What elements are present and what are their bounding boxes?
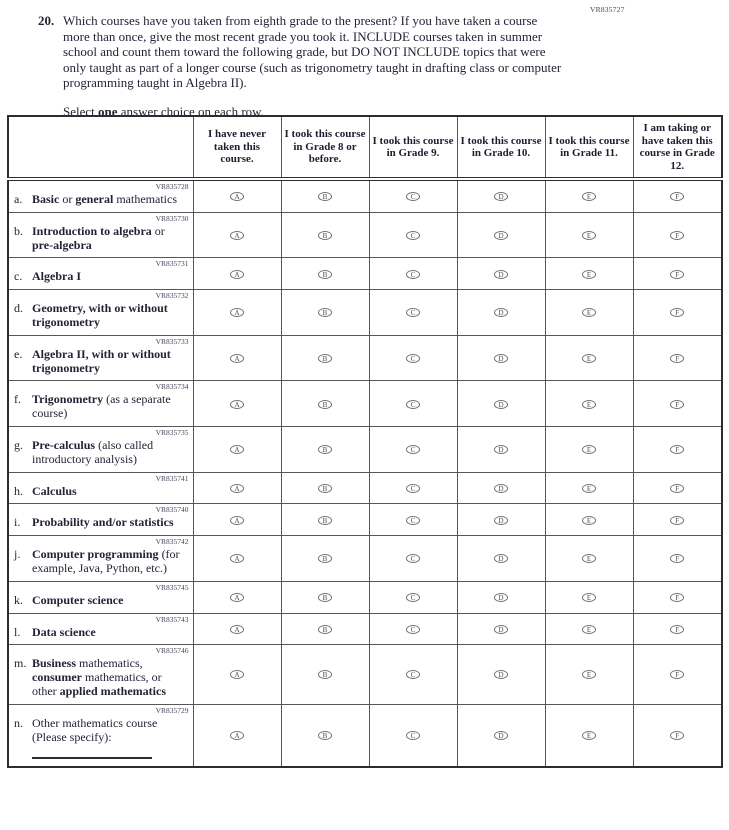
answer-bubble-b[interactable]: B bbox=[318, 400, 332, 409]
answer-bubble-e[interactable]: E bbox=[582, 484, 596, 493]
row-label-segment: Business bbox=[32, 656, 77, 671]
row-label-segment: Data science bbox=[32, 624, 96, 639]
answer-cell bbox=[281, 426, 369, 472]
row-letter: k. bbox=[14, 592, 23, 607]
answer-cell bbox=[633, 426, 722, 472]
answer-cell bbox=[545, 613, 633, 645]
answer-bubble-d[interactable]: D bbox=[494, 484, 508, 493]
answer-cell bbox=[545, 335, 633, 381]
answer-bubble-e[interactable]: E bbox=[582, 400, 596, 409]
instruction-post: answer choice on each row. bbox=[117, 103, 264, 119]
answer-cell bbox=[545, 212, 633, 258]
answer-cell bbox=[193, 426, 281, 472]
answer-cell bbox=[457, 536, 545, 582]
column-header: I took this course in Grade 11. bbox=[545, 116, 633, 179]
answer-cell bbox=[633, 613, 722, 645]
table-row bbox=[8, 212, 722, 258]
row-label-segment: general bbox=[75, 192, 114, 206]
row-label-cell bbox=[8, 179, 193, 212]
answer-cell bbox=[457, 258, 545, 290]
row-code: VR835746 bbox=[155, 646, 189, 656]
row-letter: e. bbox=[14, 346, 23, 361]
row-code: VR835741 bbox=[155, 473, 189, 483]
answer-bubble-e[interactable]: E bbox=[582, 593, 596, 602]
header-row bbox=[8, 116, 722, 179]
row-code: VR835730 bbox=[155, 213, 189, 223]
answer-cell bbox=[457, 504, 545, 536]
answer-bubble-a[interactable]: A bbox=[230, 445, 244, 454]
answer-bubble-c[interactable]: C bbox=[406, 731, 420, 740]
row-code: VR835732 bbox=[155, 291, 189, 301]
answer-cell bbox=[281, 645, 369, 704]
row-label-segment: Geometry, with or without trigonometry bbox=[32, 301, 168, 329]
row-label bbox=[32, 485, 189, 499]
answer-bubble-a[interactable]: A bbox=[230, 270, 244, 279]
row-letter: f. bbox=[14, 392, 21, 407]
answer-bubble-d[interactable]: D bbox=[494, 231, 508, 240]
answer-bubble-f[interactable]: F bbox=[670, 670, 684, 679]
table-row bbox=[8, 335, 722, 381]
answer-bubble-a[interactable]: A bbox=[230, 484, 244, 493]
answer-bubble-e[interactable]: E bbox=[582, 270, 596, 279]
table-row bbox=[8, 536, 722, 582]
answer-cell bbox=[545, 704, 633, 767]
answer-bubble-f[interactable]: F bbox=[670, 445, 684, 454]
answer-bubble-f[interactable]: F bbox=[670, 625, 684, 634]
row-label bbox=[32, 270, 189, 284]
answer-cell bbox=[545, 381, 633, 427]
row-label-segment: Other mathematics course (Please specify): bbox=[32, 715, 158, 744]
answer-cell bbox=[281, 335, 369, 381]
row-letter: n. bbox=[14, 715, 23, 730]
answer-cell bbox=[545, 504, 633, 536]
answer-bubble-c[interactable]: C bbox=[406, 400, 420, 409]
row-label-segment: Introduction to algebra bbox=[32, 223, 152, 238]
answer-cell bbox=[193, 335, 281, 381]
answer-bubble-c[interactable]: C bbox=[406, 670, 420, 679]
answer-bubble-c[interactable]: C bbox=[406, 231, 420, 240]
table-row bbox=[8, 645, 722, 704]
answer-bubble-c[interactable]: C bbox=[406, 445, 420, 454]
column-header: I have never taken this course. bbox=[193, 116, 281, 179]
row-label-segment: Calculus bbox=[32, 483, 77, 498]
answer-bubble-f[interactable]: F bbox=[670, 554, 684, 563]
answer-bubble-a[interactable]: A bbox=[230, 593, 244, 602]
answer-bubble-a[interactable]: A bbox=[230, 731, 244, 740]
answer-cell bbox=[281, 536, 369, 582]
row-code: VR835734 bbox=[155, 382, 189, 392]
corner-cell bbox=[8, 116, 193, 179]
answer-bubble-f[interactable]: F bbox=[670, 516, 684, 525]
answer-bubble-e[interactable]: E bbox=[582, 231, 596, 240]
answer-cell bbox=[193, 613, 281, 645]
row-letter: a. bbox=[14, 192, 23, 206]
row-label bbox=[32, 393, 189, 421]
answer-cell bbox=[545, 581, 633, 613]
answer-cell bbox=[633, 581, 722, 613]
answer-cell bbox=[633, 335, 722, 381]
row-label-segment: Algebra II, with or without trigonometry bbox=[32, 346, 171, 375]
answer-cell bbox=[633, 381, 722, 427]
row-label-segment: Basic bbox=[32, 192, 60, 206]
row-code: VR835742 bbox=[155, 537, 189, 547]
answer-cell bbox=[457, 426, 545, 472]
table-row bbox=[8, 504, 722, 536]
row-code: VR835731 bbox=[155, 259, 189, 269]
answer-cell bbox=[281, 179, 369, 212]
answer-bubble-d[interactable]: D bbox=[494, 731, 508, 740]
answer-bubble-e[interactable]: E bbox=[582, 354, 596, 363]
answer-cell bbox=[457, 381, 545, 427]
answer-bubble-a[interactable]: A bbox=[230, 625, 244, 634]
row-label-cell bbox=[8, 472, 193, 504]
answer-cell bbox=[193, 472, 281, 504]
answer-bubble-d[interactable]: D bbox=[494, 354, 508, 363]
answer-bubble-b[interactable]: B bbox=[318, 445, 332, 454]
answer-cell bbox=[281, 290, 369, 336]
answer-cell bbox=[633, 645, 722, 704]
answer-cell bbox=[457, 335, 545, 381]
answer-bubble-f[interactable]: F bbox=[670, 593, 684, 602]
grid-header bbox=[8, 116, 722, 179]
row-label-segment: mathematics, bbox=[76, 656, 143, 671]
answer-cell bbox=[281, 381, 369, 427]
question-block bbox=[38, 13, 578, 120]
row-letter: m. bbox=[14, 656, 27, 671]
answer-cell bbox=[193, 536, 281, 582]
answer-cell bbox=[633, 704, 722, 767]
answer-cell bbox=[369, 381, 457, 427]
question-text-block bbox=[63, 13, 565, 120]
row-label-segment: Computer programming bbox=[32, 547, 159, 562]
row-label bbox=[32, 657, 189, 698]
answer-cell bbox=[545, 179, 633, 212]
answer-cell bbox=[457, 290, 545, 336]
answer-bubble-d[interactable]: D bbox=[494, 400, 508, 409]
answer-cell bbox=[545, 290, 633, 336]
answer-cell bbox=[193, 381, 281, 427]
answer-bubble-b[interactable]: B bbox=[318, 308, 332, 317]
answer-cell bbox=[545, 426, 633, 472]
row-label bbox=[32, 193, 189, 207]
answer-bubble-f[interactable]: F bbox=[670, 400, 684, 409]
answer-cell bbox=[193, 645, 281, 704]
row-label-segment: or bbox=[59, 192, 76, 206]
row-label bbox=[32, 717, 189, 745]
row-letter: c. bbox=[14, 269, 23, 284]
answer-bubble-a[interactable]: A bbox=[230, 308, 244, 317]
row-letter: l. bbox=[14, 624, 21, 639]
answer-cell bbox=[281, 258, 369, 290]
answer-bubble-b[interactable]: B bbox=[318, 625, 332, 634]
answer-bubble-a[interactable]: A bbox=[230, 554, 244, 563]
answer-bubble-b[interactable]: B bbox=[318, 554, 332, 563]
row-label bbox=[32, 439, 189, 467]
row-label bbox=[32, 348, 189, 376]
answer-cell bbox=[633, 472, 722, 504]
answer-cell bbox=[193, 258, 281, 290]
answer-bubble-c[interactable]: C bbox=[406, 516, 420, 525]
answer-cell bbox=[193, 704, 281, 767]
answer-bubble-c[interactable]: C bbox=[406, 192, 420, 201]
row-label bbox=[32, 225, 189, 253]
answer-cell bbox=[457, 212, 545, 258]
row-letter: i. bbox=[14, 515, 21, 530]
answer-cell bbox=[633, 290, 722, 336]
answer-bubble-a[interactable]: A bbox=[230, 516, 244, 525]
answer-cell bbox=[457, 179, 545, 212]
answer-cell bbox=[281, 212, 369, 258]
row-code: VR835729 bbox=[155, 705, 189, 715]
answer-bubble-b[interactable]: B bbox=[318, 231, 332, 240]
row-label-cell bbox=[8, 258, 193, 290]
answer-bubble-e[interactable]: E bbox=[582, 625, 596, 634]
question-number: 20. bbox=[38, 13, 55, 28]
table-row bbox=[8, 179, 722, 212]
answer-cell bbox=[545, 536, 633, 582]
answer-cell bbox=[281, 613, 369, 645]
answer-cell bbox=[457, 613, 545, 645]
row-label bbox=[32, 594, 189, 608]
specify-write-in-line[interactable] bbox=[32, 757, 152, 759]
answer-cell bbox=[369, 290, 457, 336]
table-row bbox=[8, 258, 722, 290]
row-letter: h. bbox=[14, 483, 23, 498]
row-label-segment: Computer science bbox=[32, 592, 124, 607]
answer-bubble-f[interactable]: F bbox=[670, 192, 684, 201]
row-label-cell bbox=[8, 426, 193, 472]
row-label-cell bbox=[8, 335, 193, 381]
answer-bubble-c[interactable]: C bbox=[406, 484, 420, 493]
answer-bubble-e[interactable]: E bbox=[582, 308, 596, 317]
answer-cell bbox=[545, 472, 633, 504]
row-letter: b. bbox=[14, 223, 23, 238]
answer-cell bbox=[369, 179, 457, 212]
answer-cell bbox=[633, 536, 722, 582]
answer-cell bbox=[369, 645, 457, 704]
answer-cell bbox=[369, 613, 457, 645]
answer-bubble-c[interactable]: C bbox=[406, 308, 420, 317]
answer-bubble-e[interactable]: E bbox=[582, 516, 596, 525]
answer-cell bbox=[633, 258, 722, 290]
answer-bubble-f[interactable]: F bbox=[670, 308, 684, 317]
row-label-segment: (as a separate course) bbox=[32, 392, 171, 421]
table-row bbox=[8, 290, 722, 336]
answer-cell bbox=[369, 704, 457, 767]
answer-bubble-b[interactable]: B bbox=[318, 192, 332, 201]
answer-cell bbox=[369, 581, 457, 613]
row-label-cell bbox=[8, 504, 193, 536]
answer-bubble-e[interactable]: E bbox=[582, 192, 596, 201]
answer-bubble-f[interactable]: F bbox=[670, 354, 684, 363]
answer-cell bbox=[281, 504, 369, 536]
answer-bubble-b[interactable]: B bbox=[318, 516, 332, 525]
row-label-segment: consumer bbox=[32, 670, 82, 685]
answer-bubble-f[interactable]: F bbox=[670, 484, 684, 493]
row-label-segment: applied mathematics bbox=[59, 683, 166, 698]
column-header: I took this course in Grade 9. bbox=[369, 116, 457, 179]
course-grid-table bbox=[7, 115, 723, 768]
answer-bubble-d[interactable]: D bbox=[494, 445, 508, 454]
form-code: VR835727 bbox=[590, 5, 625, 14]
row-label-segment: mathematics, or other bbox=[32, 670, 162, 698]
answer-bubble-b[interactable]: B bbox=[318, 354, 332, 363]
table-row bbox=[8, 613, 722, 645]
answer-cell bbox=[281, 472, 369, 504]
answer-cell bbox=[369, 212, 457, 258]
row-label-segment: mathematics bbox=[113, 192, 177, 206]
answer-bubble-a[interactable]: A bbox=[230, 670, 244, 679]
answer-bubble-e[interactable]: E bbox=[582, 554, 596, 563]
answer-bubble-a[interactable]: A bbox=[230, 192, 244, 201]
question-text: Which courses have you taken from eighth grade to the present? If you have taken a course more than once, give the most recent grade you took it. INCLUDE courses taken in summer school and count them toward the following grade, but DO NOT INCLUDE topics that were only taught as part of a longer course (such as trigonometry taught in drafting class or computer programming taught in Algebra II). bbox=[63, 13, 562, 91]
row-label-segment: Probability and/or statistics bbox=[32, 515, 174, 530]
answer-cell bbox=[369, 258, 457, 290]
row-code: VR835728 bbox=[155, 182, 189, 191]
answer-cell bbox=[545, 258, 633, 290]
answer-bubble-d[interactable]: D bbox=[494, 308, 508, 317]
answer-bubble-d[interactable]: D bbox=[494, 554, 508, 563]
row-label bbox=[32, 516, 189, 530]
table-row bbox=[8, 581, 722, 613]
column-header: I am taking or have taken this course in Grade 12. bbox=[633, 116, 722, 179]
answer-cell bbox=[193, 179, 281, 212]
row-label-segment: pre-algebra bbox=[32, 237, 92, 252]
grid-body bbox=[8, 179, 722, 767]
row-label-cell bbox=[8, 536, 193, 582]
row-label-segment: (also called introductory analysis) bbox=[32, 437, 154, 466]
row-label-segment: Trigonometry bbox=[32, 392, 104, 407]
row-letter: d. bbox=[14, 301, 23, 316]
answer-bubble-b[interactable]: B bbox=[318, 484, 332, 493]
row-label-segment: (for example, Java, Python, etc.) bbox=[32, 547, 180, 575]
row-label-segment: Algebra I bbox=[32, 269, 81, 284]
answer-cell bbox=[369, 426, 457, 472]
row-label-cell bbox=[8, 581, 193, 613]
row-label bbox=[32, 626, 189, 640]
answer-bubble-c[interactable]: C bbox=[406, 270, 420, 279]
answer-bubble-e[interactable]: E bbox=[582, 731, 596, 740]
answer-cell bbox=[545, 645, 633, 704]
answer-bubble-a[interactable]: A bbox=[230, 231, 244, 240]
row-code: VR835740 bbox=[155, 505, 189, 515]
answer-bubble-b[interactable]: B bbox=[318, 670, 332, 679]
answer-cell bbox=[369, 536, 457, 582]
answer-cell bbox=[633, 212, 722, 258]
row-label-segment: or bbox=[151, 223, 165, 238]
answer-cell bbox=[457, 645, 545, 704]
answer-bubble-c[interactable]: C bbox=[406, 354, 420, 363]
instruction-pre: Select bbox=[63, 103, 99, 119]
answer-bubble-d[interactable]: D bbox=[494, 516, 508, 525]
answer-cell bbox=[193, 212, 281, 258]
row-code: VR835743 bbox=[155, 614, 189, 624]
instruction-bold: one bbox=[98, 103, 118, 119]
answer-bubble-a[interactable]: A bbox=[230, 400, 244, 409]
answer-bubble-f[interactable]: F bbox=[670, 270, 684, 279]
answer-cell bbox=[369, 504, 457, 536]
row-label-cell bbox=[8, 290, 193, 336]
answer-bubble-d[interactable]: D bbox=[494, 192, 508, 201]
table-row bbox=[8, 426, 722, 472]
answer-cell bbox=[457, 704, 545, 767]
answer-bubble-a[interactable]: A bbox=[230, 354, 244, 363]
answer-bubble-c[interactable]: C bbox=[406, 554, 420, 563]
answer-bubble-d[interactable]: D bbox=[494, 670, 508, 679]
answer-cell bbox=[193, 504, 281, 536]
answer-bubble-c[interactable]: C bbox=[406, 625, 420, 634]
answer-cell bbox=[369, 335, 457, 381]
answer-bubble-b[interactable]: B bbox=[318, 731, 332, 740]
answer-cell bbox=[633, 179, 722, 212]
answer-bubble-d[interactable]: D bbox=[494, 270, 508, 279]
answer-cell bbox=[193, 581, 281, 613]
row-label-cell bbox=[8, 212, 193, 258]
row-letter: g. bbox=[14, 437, 23, 452]
answer-bubble-e[interactable]: E bbox=[582, 445, 596, 454]
answer-cell bbox=[369, 472, 457, 504]
answer-bubble-d[interactable]: D bbox=[494, 625, 508, 634]
table-row bbox=[8, 381, 722, 427]
answer-cell bbox=[457, 581, 545, 613]
row-code: VR835733 bbox=[155, 336, 189, 346]
answer-bubble-c[interactable]: C bbox=[406, 593, 420, 602]
row-label-cell bbox=[8, 613, 193, 645]
answer-bubble-f[interactable]: F bbox=[670, 231, 684, 240]
row-code: VR835745 bbox=[155, 582, 189, 592]
answer-bubble-b[interactable]: B bbox=[318, 270, 332, 279]
table-row bbox=[8, 704, 722, 767]
column-header: I took this course in Grade 8 or before. bbox=[281, 116, 369, 179]
row-label bbox=[32, 548, 189, 576]
row-label bbox=[32, 302, 189, 330]
answer-cell bbox=[633, 504, 722, 536]
row-label-cell bbox=[8, 645, 193, 704]
answer-bubble-b[interactable]: B bbox=[318, 593, 332, 602]
table-row bbox=[8, 472, 722, 504]
row-label-cell bbox=[8, 704, 193, 767]
answer-cell bbox=[193, 290, 281, 336]
row-code: VR835735 bbox=[155, 427, 189, 437]
answer-cell bbox=[457, 472, 545, 504]
answer-bubble-d[interactable]: D bbox=[494, 593, 508, 602]
row-letter: j. bbox=[14, 547, 21, 562]
answer-cell bbox=[281, 704, 369, 767]
row-label-segment: Pre-calculus bbox=[32, 437, 96, 452]
answer-cell bbox=[281, 581, 369, 613]
answer-bubble-f[interactable]: F bbox=[670, 731, 684, 740]
answer-bubble-e[interactable]: E bbox=[582, 670, 596, 679]
row-label-cell bbox=[8, 381, 193, 427]
column-header: I took this course in Grade 10. bbox=[457, 116, 545, 179]
